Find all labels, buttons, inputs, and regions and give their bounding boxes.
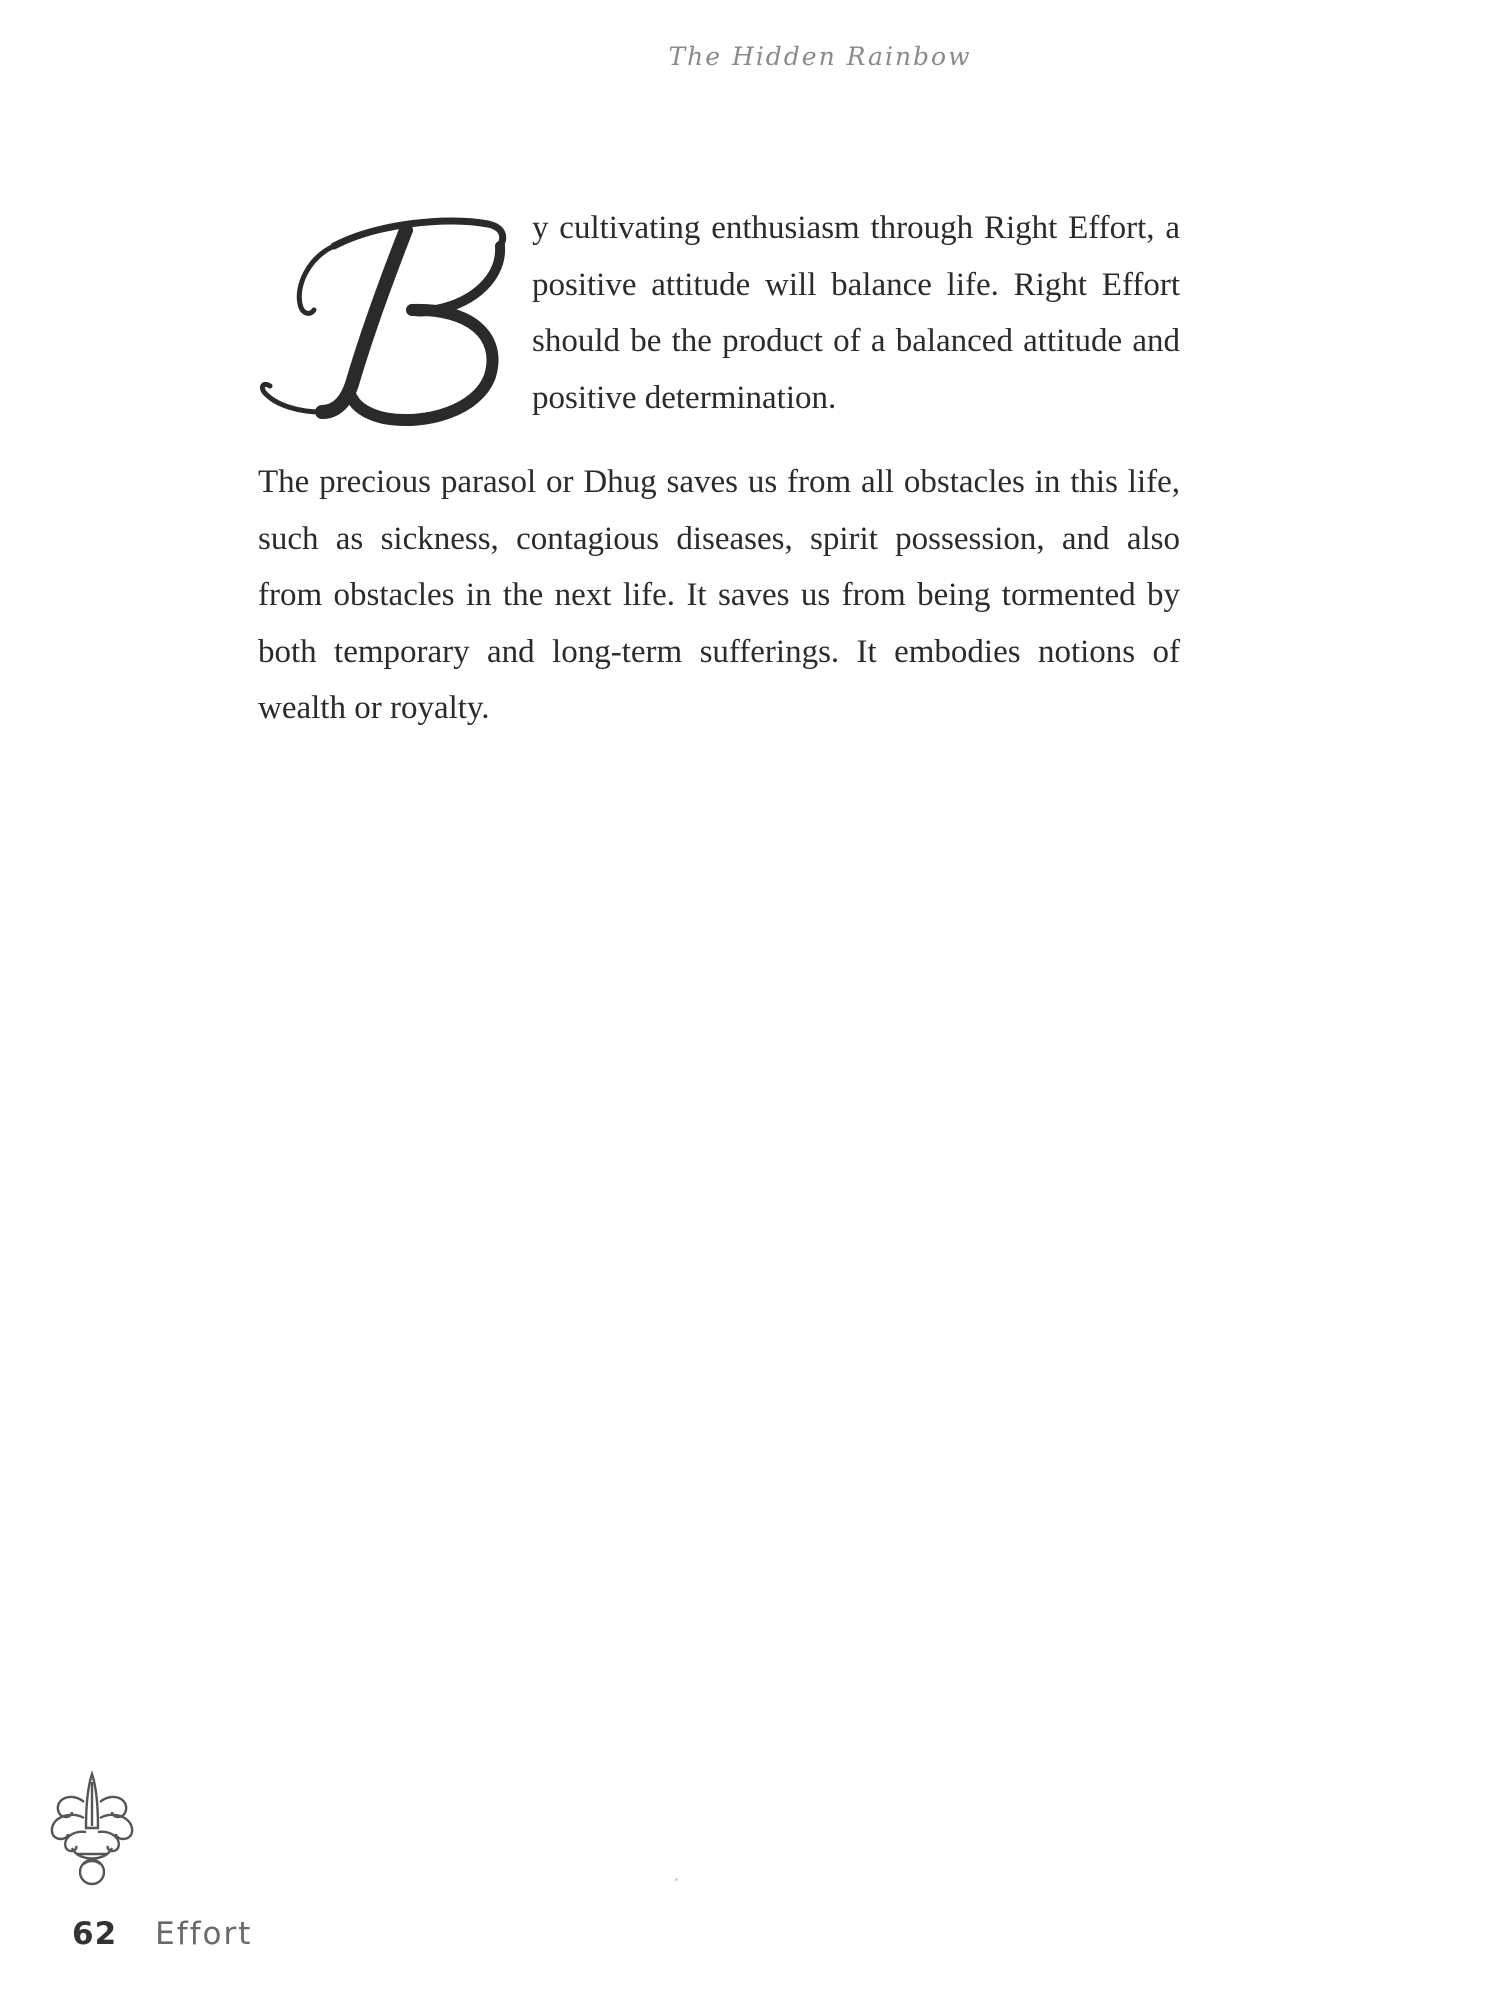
section-name: Effort	[155, 1916, 253, 1952]
parasol-ornament-icon	[44, 1768, 140, 1892]
page-number: 62	[72, 1916, 118, 1952]
page-footer	[72, 1916, 252, 1952]
paragraph-1	[258, 200, 1180, 426]
speck	[675, 1878, 678, 1881]
drop-cap-b-icon	[256, 206, 524, 432]
running-header-title: The Hidden Rainbow	[668, 42, 972, 71]
drop-cap	[256, 206, 524, 432]
paragraph-1-text: y cultivating enthusiasm through Right Effort, a positive attitude will balance life. Right Effort should be the product of a balanced attitude and positive determination.	[532, 210, 1180, 416]
body-text	[258, 200, 1180, 737]
paragraph-2: The precious parasol or Dhug saves us from all obstacles in this life, such as sickness, contagious diseases, spirit possession, and also from obstacles in the next life. It saves us from being tormented by both temporary and long-term sufferings. It embodies notions of wealth or royalty.	[258, 464, 1180, 726]
